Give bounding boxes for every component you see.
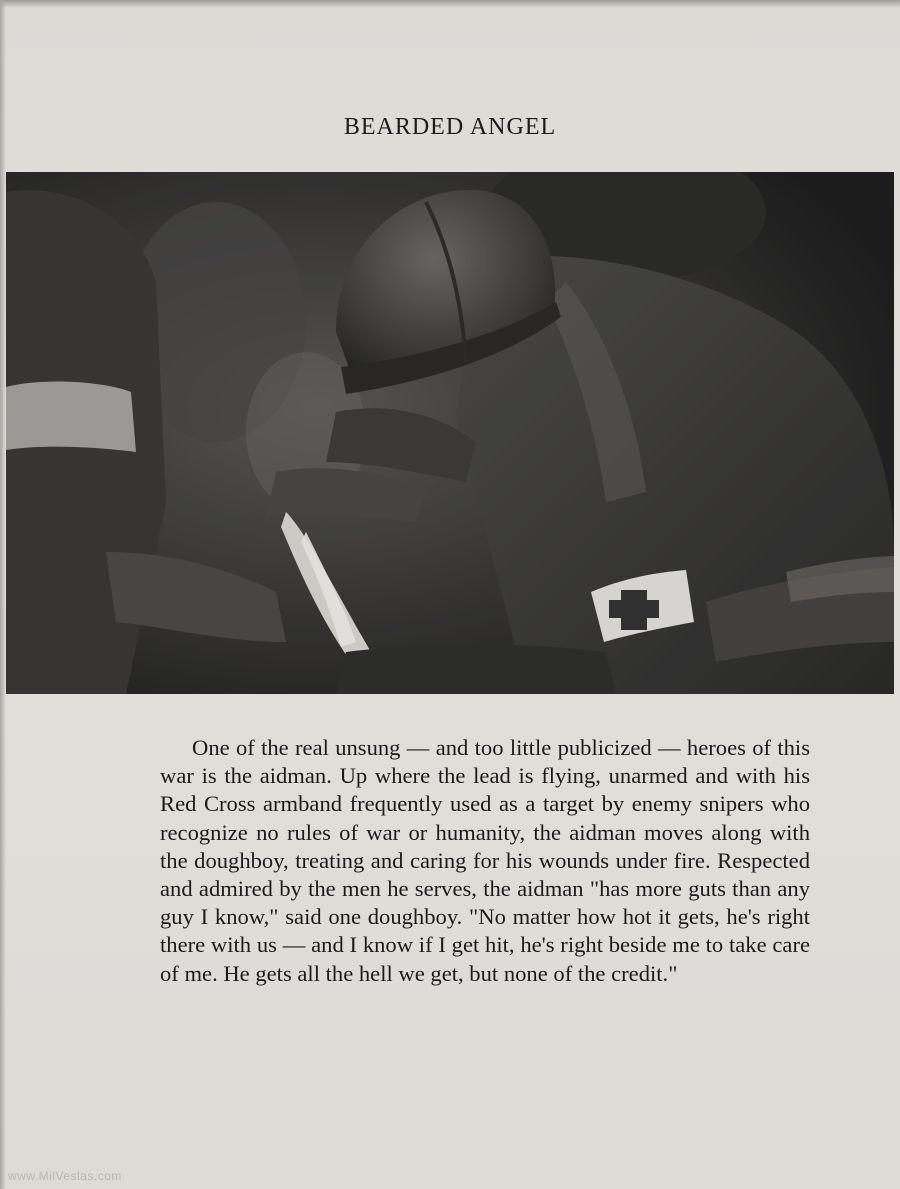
site-watermark: www.MilVeslas.com: [8, 1169, 122, 1183]
page-title: BEARDED ANGEL: [343, 114, 557, 140]
aidman-treating-soldier-photo: [6, 172, 894, 694]
scan-top-shadow: [0, 0, 900, 8]
article-paragraph: One of the real unsung — and too little publicized — heroes of this war is the aidman. Up where the lead is flying, unarmed and with his Red Cross armband frequently used as a target by enemy snipers who recognize no rules of war or humanity, the aidman moves along with the doughboy, treating and caring for his wounds under fire. Respected and admired by the men he serves, the aidman "has more guts than any guy I know," said one doughboy. "No matter how hot it gets, he's right there with us — and I know if I get hit, he's right beside me to take care of me. He gets all the hell we get, but none of the credit.": [160, 735, 810, 986]
